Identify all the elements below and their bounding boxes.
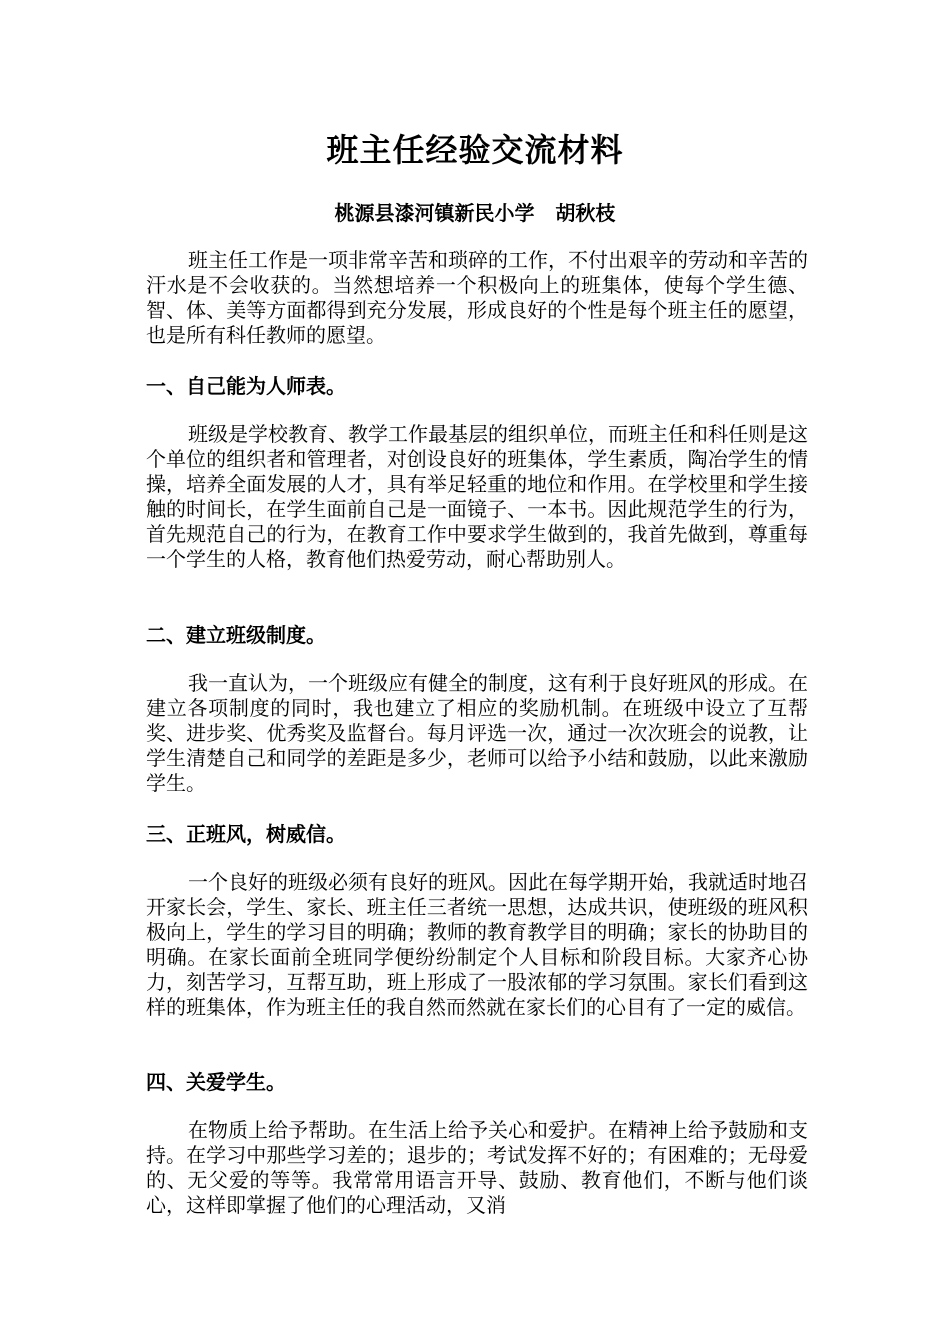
section-body-4: 在物质上给予帮助。在生活上给予关心和爱护。在精神上给予鼓励和支持。在学习中那些学习差的；退步的；考试发挥不好的；有困难的；无母爱的、无父爱的等等。我常常用语言开导、鼓励、教育他们，不断与他们谈心，这样即掌握了他们的心理活动，又消 — [146, 1118, 808, 1217]
section-heading-1: 一、自己能为人师表。 — [146, 374, 346, 398]
document-title: 班主任经验交流材料 — [326, 131, 624, 169]
section-heading-4: 四、关爱学生。 — [146, 1070, 286, 1094]
section-body-3: 一个良好的班级必须有良好的班风。因此在每学期开始，我就适时地召开家长会，学生、家长、班主任三者统一思想，达成共识，使班级的班风积极向上，学生的学习目的明确；教师的教育教学目的明确；家长的协助目的明确。在家长面前全班同学便纷纷制定个人目标和阶段目标。大家齐心协力，刻苦学习，互帮互助，班上形成了一股浓郁的学习氛围。家长们看到这样的班集体，作为班主任的我自然而然就在家长们的心目有了一定的威信。 — [146, 870, 808, 1019]
intro-paragraph: 班主任工作是一项非常辛苦和琐碎的工作，不付出艰辛的劳动和辛苦的汗水是不会收获的。当然想培养一个积极向上的班集体，使每个学生德、智、体、美等方面都得到充分发展，形成良好的个性是每个班主任的愿望，也是所有科任教师的愿望。 — [146, 248, 808, 347]
section-heading-3: 三、正班风，树威信。 — [146, 822, 346, 846]
section-body-2: 我一直认为，一个班级应有健全的制度，这有利于良好班风的形成。在建立各项制度的同时，我也建立了相应的奖励机制。在班级中设立了互帮奖、进步奖、优秀奖及监督台。每月评选一次，通过一次次班会的说教，让学生清楚自己和同学的差距是多少，老师可以给予小结和鼓励，以此来激励学生。 — [146, 671, 808, 795]
document-author: 桃源县漆河镇新民小学 胡秋枝 — [334, 201, 616, 225]
section-heading-2: 二、建立班级制度。 — [146, 623, 326, 647]
section-body-1: 班级是学校教育、教学工作最基层的组织单位，而班主任和科任则是这个单位的组织者和管理者，对创设良好的班集体，学生素质，陶冶学生的情操，培养全面发展的人才，具有举足轻重的地位和作用。在学校里和学生接触的时间长，在学生面前自己是一面镜子、一本书。因此规范学生的行为，首先规范自己的行为，在教育工作中要求学生做到的，我首先做到，尊重每一个学生的人格，教育他们热爱劳动，耐心帮助别人。 — [146, 422, 808, 571]
